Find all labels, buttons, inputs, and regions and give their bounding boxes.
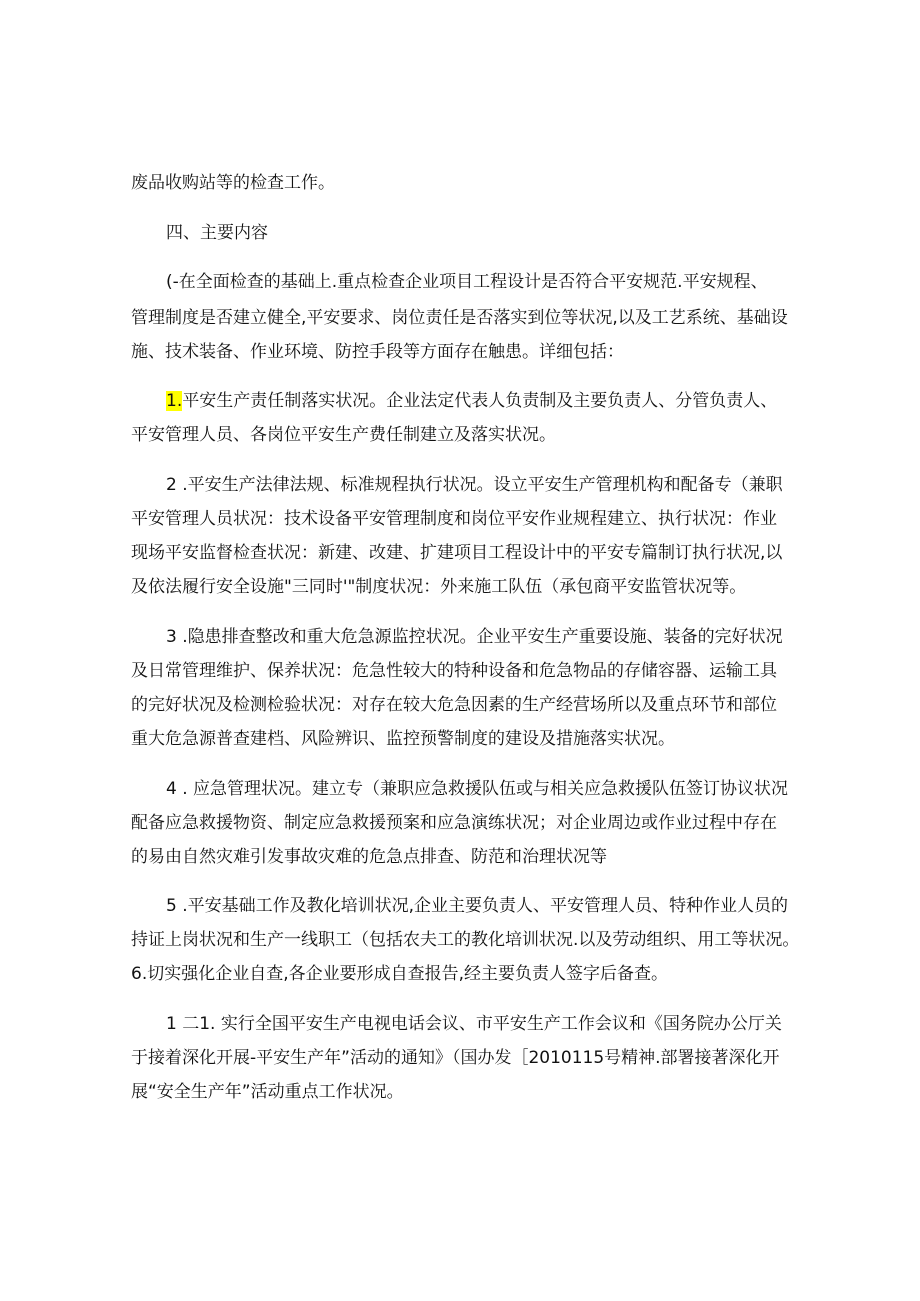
text-line: (-在全面检查的基础上.重点检查企业项目工程设计是否符合平安规范.平安规程、 bbox=[166, 272, 768, 292]
text-run: 平安生产责任制落实状况。企业法定代表人负责制及主要负责人、分管负责人、 bbox=[182, 391, 778, 411]
text-line: 废品收购站等的检查工作。 bbox=[131, 173, 335, 193]
text-line: 3 .隐患排查整改和重大危急源监控状况。企业平安生产重要设施、装备的完好状况 bbox=[166, 627, 783, 647]
text-line: 平安管理人员、各岗位平安生产费任制建立及落实状况。 bbox=[131, 425, 556, 445]
text-line: 现场平安监督检查状况：新建、改建、扩建项目工程设计中的平安专篇制订执行状况,以 bbox=[131, 543, 783, 563]
text-line bbox=[166, 389, 777, 413]
text-line: 平安管理人员状况：技术设备平安管理制度和岗位平安作业规程建立、执行状况：作业 bbox=[131, 509, 777, 529]
text-line: 管理制度是否建立健全,平安要求、岗位责任是否落实到位等状况,以及工艺系统、基础设 bbox=[131, 308, 788, 328]
text-line: 6.切实强化企业自查,各企业要形成自查报告,经主要负责人签字后备查。 bbox=[131, 964, 669, 984]
text-line: 2 .平安生产法律法规、标准规程执行状况。设立平安生产管理机构和配备专（兼职 bbox=[166, 475, 783, 495]
text-line: 的完好状况及检测检验状况：对存在较大危急因素的生产经营场所以及重点环节和部位 bbox=[131, 695, 777, 715]
highlighted-number: 1. bbox=[166, 391, 183, 411]
text-line: 及日常管理维护、保养状况：危急性较大的特种设备和危急物品的存储容器、运输工具 bbox=[131, 661, 777, 681]
text-line: 5 .平安基础工作及教化培训状况,企业主要负责人、平安管理人员、特种作业人员的 bbox=[166, 896, 789, 916]
text-line: 展“安全生产年”活动重点工作状况。 bbox=[131, 1082, 404, 1102]
text-line: 配备应急救援物资、制定应急救援预案和应急演练状况；对企业周边或作业过程中存在 bbox=[131, 813, 777, 833]
section-heading: 四、主要内容 bbox=[166, 223, 268, 243]
text-line: 重大危急源普查建档、风险辨识、监控预警制度的建设及措施落实状况。 bbox=[131, 729, 675, 749]
text-line: 1 二1. 实行全国平安生产电视电话会议、市平安生产工作会议和《国务院办公厅关 bbox=[166, 1014, 782, 1034]
text-line: 施、技术装备、作业环境、防控手段等方面存在触患。详细包括： bbox=[131, 342, 624, 362]
text-line: 及依法履行安全设施"三同时'"制度状况：外来施工队伍（承包商平安监管状况等。 bbox=[131, 577, 747, 597]
text-line: 4 . 应急管理状况。建立专（兼职应急救援队伍或与相关应急救援队伍签订协议状况 bbox=[166, 779, 789, 799]
text-line: 持证上岗状况和生产一线职工（包括农夫工的教化培训状况.以及劳动组织、用工等状况。 bbox=[131, 930, 800, 950]
text-line: 的易由自然灾难引发事故灾难的危急点排查、防范和治理状况等 bbox=[131, 847, 607, 867]
text-line: 于接着深化开展-平安生产年”活动的通知》（国办发［2010115号精神.部署接著深化开 bbox=[131, 1048, 780, 1068]
